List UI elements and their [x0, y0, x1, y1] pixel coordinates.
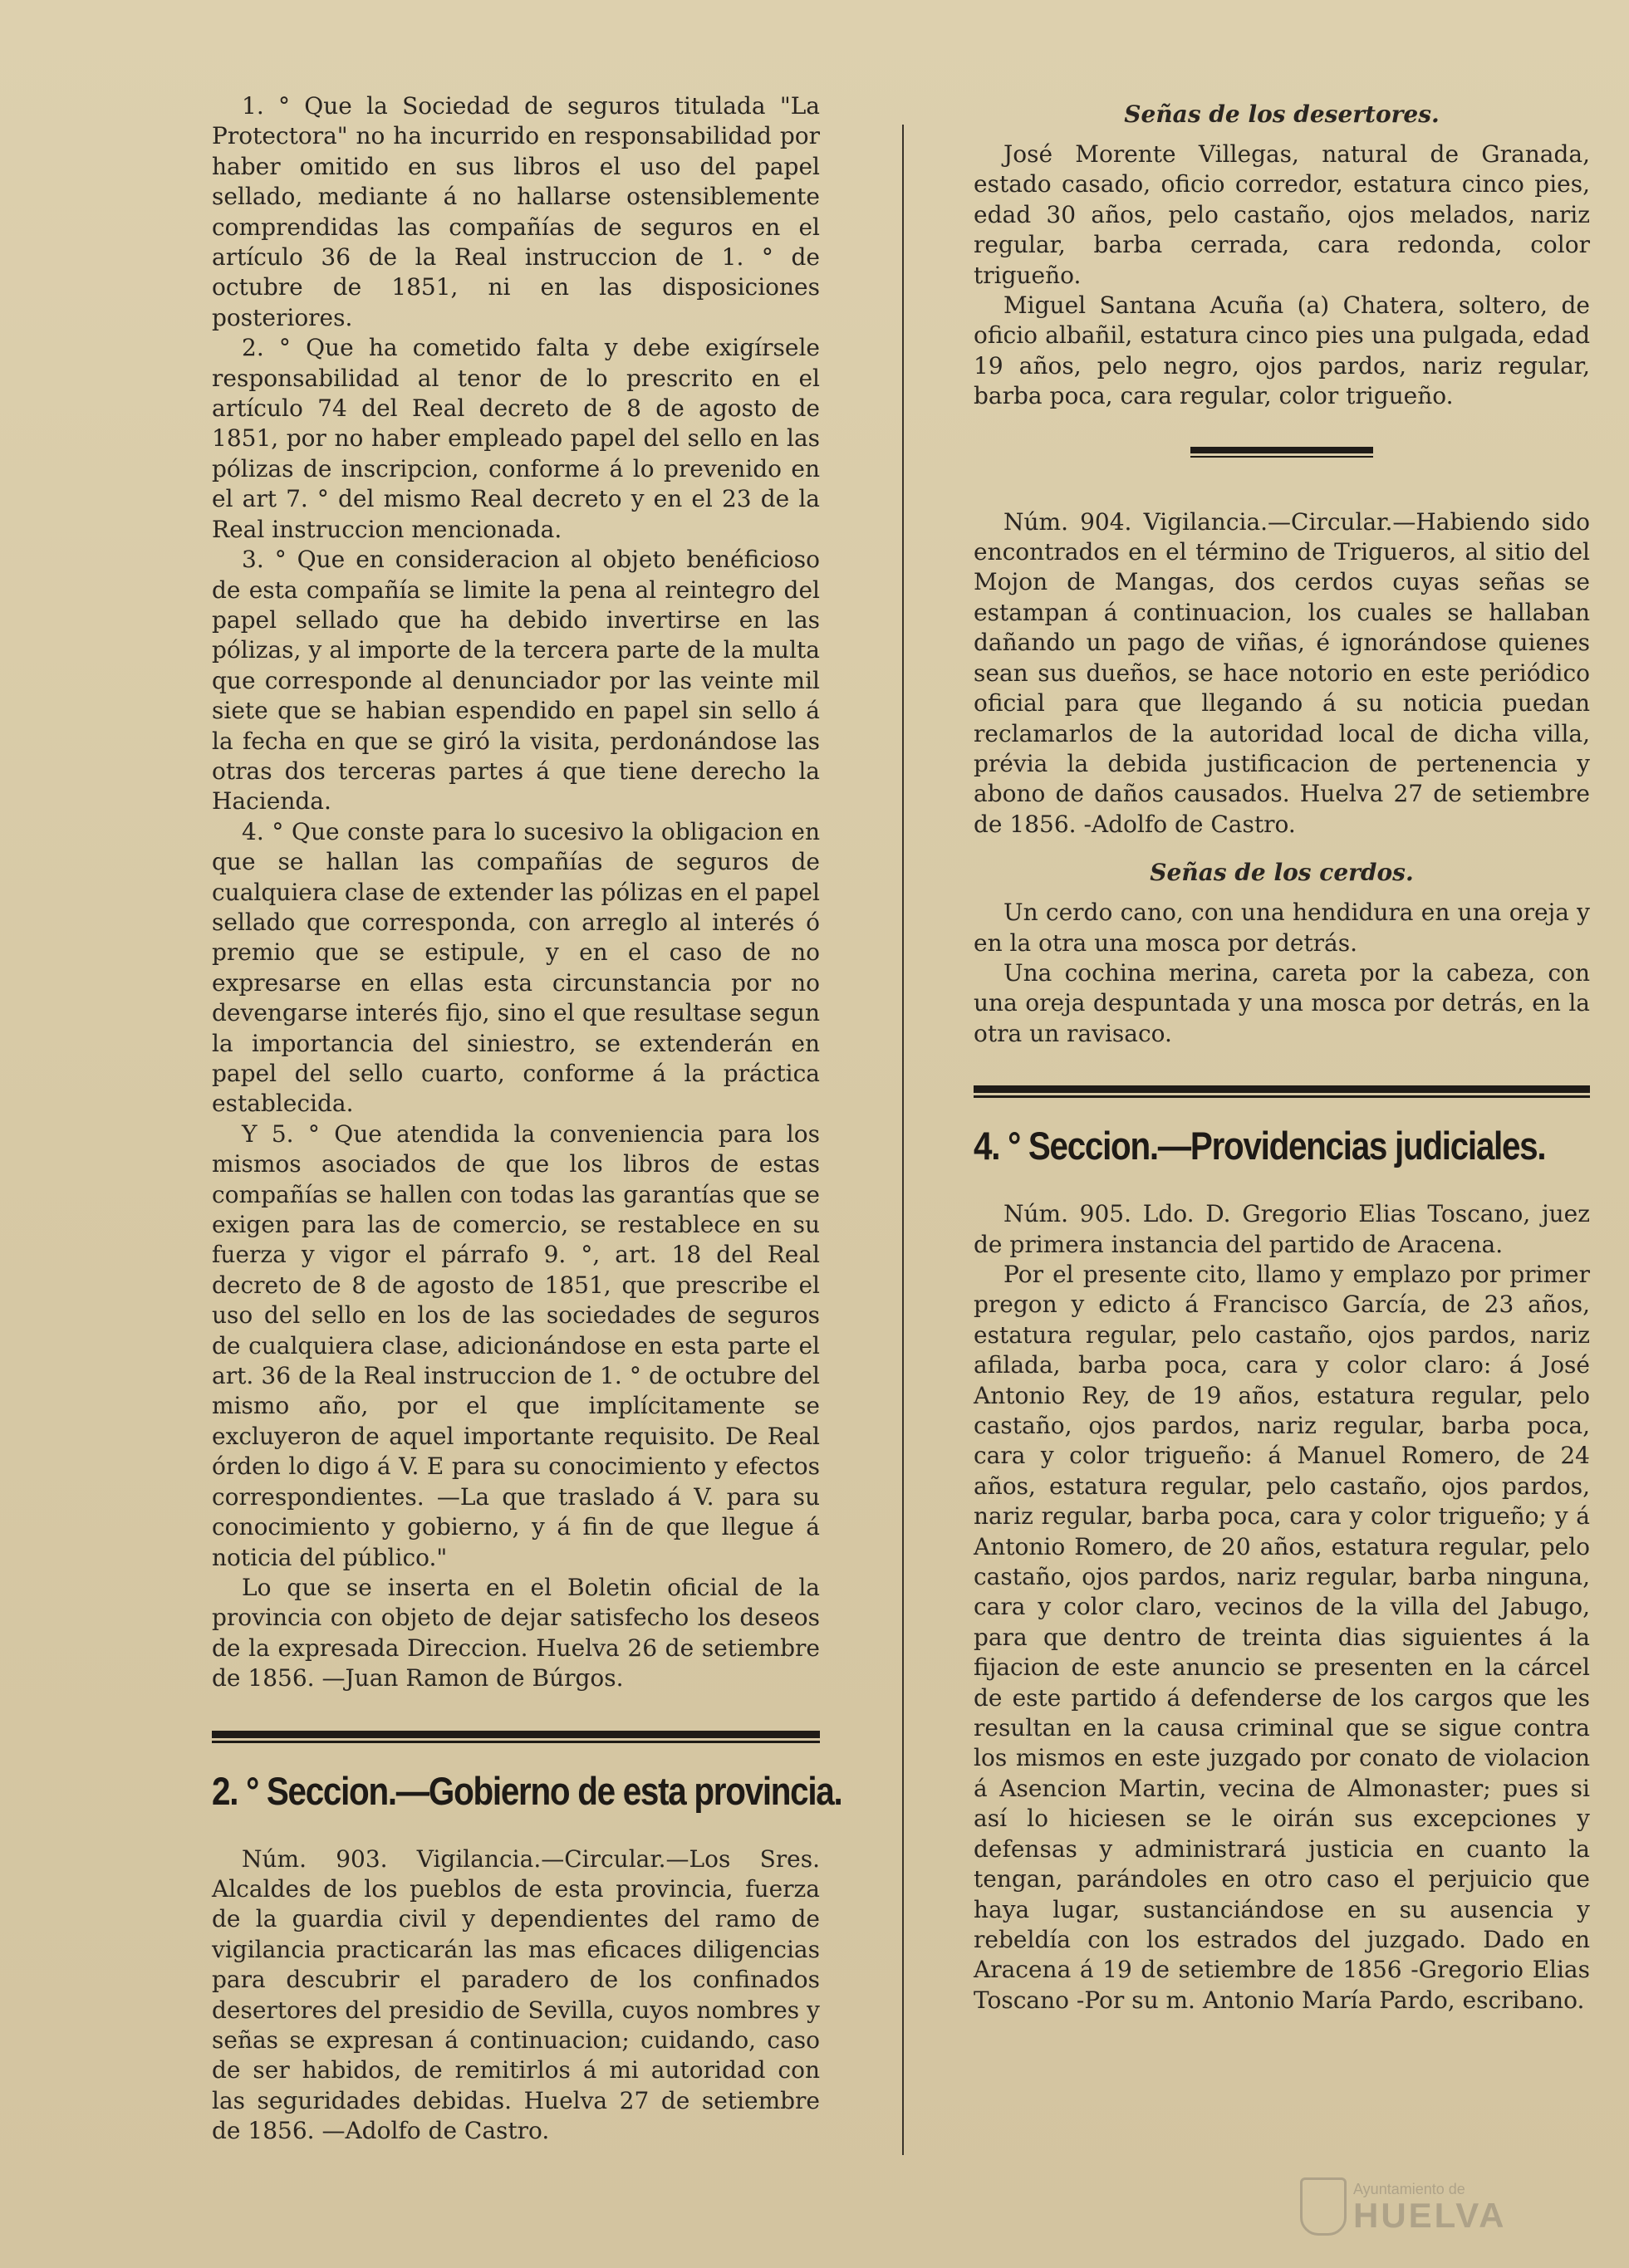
resolution-paragraph-1: 1. ° Que la Sociedad de seguros titulada "La Protectora" no ha incurrido en responsabilidad por haber omitido en sus libros el uso del papel sellado, mediante á no hallarse ostensiblemente comprendidas las compañías de seguros en el artículo 36 de la Real instruccion de 1. ° de octubre de 1851, ni en las disposiciones posteriores.: [212, 92, 820, 331]
cerdo-2: Una cochina merina, careta por la cabeza, con una oreja despuntada y una mosca por detrás, en la otra un ravisaco.: [974, 958, 1590, 1047]
notice-905-heading: Núm. 905. Ldo. D. Gregorio Elias Toscano, juez de primera instancia del partido de Aracena.: [974, 1200, 1590, 1258]
resolution-paragraph-3: 3. ° Que en consideracion al objeto benéficioso de esta compañía se limite la pena al reintegro del papel sellado que ha debido invertirse en las pólizas, y al importe de la tercera parte de la multa que corresponde al denunciador por las veinte mil siete que se habian espendido en papel sin sello á la fecha en que se giró la visita, perdonándose las otras dos terceras partes á que tiene derecho la Hacienda.: [212, 546, 820, 816]
notice-903: Núm. 903. Vigilancia.—Circular.—Los Sres. Alcaldes de los pueblos de esta provincia, fuerza de la guardia civil y dependientes del ramo de vigilancia practicarán las mas eficaces diligencias para descubrir el paradero de los confinados desertores del presidio de Sevilla, cuyos nombres y señas se expresan á continuacion; cuidando, caso de ser habidos, de remitirlos á mi autoridad con las seguridades debidas. Huelva 27 de setiembre de 1856. —Adolfo de Castro.: [212, 1844, 820, 2145]
section-rule-thick: [974, 1085, 1590, 1093]
cerdos-heading: Señas de los cerdos.: [1150, 859, 1414, 887]
desertor-1: José Morente Villegas, natural de Granada, estado casado, oficio corredor, estatura cinco pies, edad 30 años, pelo castaño, ojos melados, nariz regular, barba cerrada, cara redonda, color trigueño.: [974, 140, 1590, 289]
left-column: [212, 91, 842, 2147]
section-rule-thin: [212, 1741, 820, 1743]
section-4-title: 4. ° Seccion.—Providencias judiciales.: [974, 1124, 1546, 1168]
notice-904: Núm. 904. Vigilancia.—Circular.—Habiendo sido encontrados en el término de Trigueros, al sitio del Mojon de Mangas, dos cerdos cuyas señas se estampan á continuacion, los cuales se hallaban dañando un pago de viñas, é ignorándose quienes sean sus dueños, se hace notorio en este periódico oficial para que llegando á su noticia puedan reclamarlos de la autoridad local de dicha villa, prévia la debida justificacion de pertenencia y abono de daños causados. Huelva 27 de setiembre de 1856. -Adolfo de Castro.: [974, 507, 1590, 838]
section-rule-thick: [212, 1731, 820, 1738]
resolution-paragraph-4: 4. ° Que conste para lo sucesivo la obligacion en que se hallan las compañías de seguros de cualquiera clase de extender las pólizas en el papel sellado que corresponda, con arreglo al interés ó premio que se estipule, y en el caso de no expresarse en ellas esta circunstancia por no devengarse interés fijo, sino el que resultase segun la importancia del siniestro, se extenderán en papel del sello cuarto, conforme á la práctica establecida.: [212, 817, 820, 1118]
section-2-title: 2. ° Seccion.—Gobierno de esta provincia.: [212, 1768, 842, 1813]
desertores-heading: Señas de los desertores.: [1124, 100, 1440, 128]
ayuntamiento-watermark: [1300, 2176, 1582, 2251]
section-rule-thin: [974, 1095, 1590, 1098]
short-separator: [1190, 447, 1373, 458]
resolution-paragraph-5: Y 5. ° Que atendida la conveniencia para los mismos asociados de que los libros de estas compañías se hallen con todas las garantías que se exigen para las de comercio, se restablece en su fuerza y vigor el párrafo 9. °, art. 18 del Real decreto de 8 de agosto de 1851, que prescribe el uso del sello en los de las sociedades de seguros de cualquiera clase, adicionándose en esta parte el art. 36 de la Real instruccion de 1. ° de octubre del mismo año, por el que implícitamente se excluyeron de aquel importante requisito. De Real órden lo digo á V. E para su conocimiento y efectos correspondientes. —La que traslado á V. para su conocimiento y gobierno, y á fin de que llegue á noticia del público.": [212, 1119, 820, 1571]
watermark-line-1: Ayuntamiento de: [1353, 2181, 1465, 2197]
notice-905-body: Por el presente cito, llamo y emplazo por primer pregon y edicto á Francisco García, de 23 años, estatura regular, pelo castaño, ojos pardos, nariz afilada, barba poca, cara y color claro: á José Antonio Rey, de 19 años, estatura regular, pelo castaño, ojos pardos, nariz regular, barba poca, cara y color trigueño: á Manuel Romero, de 24 años, estatura regular, pelo castaño, ojos pardos, nariz regular, barba poca, cara y color trigueño; y á Antonio Romero, de 20 años, estatura regular, pelo castaño, ojos pardos, nariz regular, barba ninguna, cara y color claro, vecinos de la villa del Jabugo, para que dentro de treinta dias siguientes á la fijacion de este anuncio se presenten en la cárcel de este partido á defenderse de los cargos que les resultan en la causa criminal que se sigue contra los mismos en este juzgado por conato de violacion á Asencion Martin, vecina de Almonaster; pues si así lo hiciesen se le oirán sus excepciones y defensas y administrará justicia en cuanto la tengan, parándoles en otro caso el perjuicio que haya lugar, sustanciándose en su ausencia y rebeldía con los estrados del juzgado. Dado en Aracena á 19 de setiembre de 1856 -Gregorio Elias Toscano -Por su m. Antonio María Pardo, escribano.: [974, 1260, 1590, 2014]
watermark-line-2: HUELVA: [1353, 2196, 1507, 2235]
desertor-2: Miguel Santana Acuña (a) Chatera, soltero, de oficio albañil, estatura cinco pies una pulgada, edad 19 años, pelo negro, ojos pardos, nariz regular, barba poca, cara regular, color trigueño.: [974, 291, 1590, 410]
shield-icon: [1300, 2177, 1347, 2236]
closing-paragraph: Lo que se inserta en el Boletin oficial de la provincia con objeto de dejar satisfecho los deseos de la expresada Direccion. Huelva 26 de setiembre de 1856. —Juan Ramon de Búrgos.: [212, 1573, 820, 1692]
resolution-paragraph-2: 2. ° Que ha cometido falta y debe exigírsele responsabilidad al tenor de lo prescrito en el artículo 74 del Real decreto de 8 de agosto de 1851, por no haber empleado papel del sello en las pólizas de inscripcion, conforme á lo prevenido en el art 7. ° del mismo Real decreto y en el 23 de la Real instruccion mencionada.: [212, 334, 820, 543]
column-divider: [902, 125, 904, 2155]
cerdo-1: Un cerdo cano, con una hendidura en una oreja y en la otra una mosca por detrás.: [974, 899, 1590, 957]
right-column: [974, 100, 1590, 2016]
